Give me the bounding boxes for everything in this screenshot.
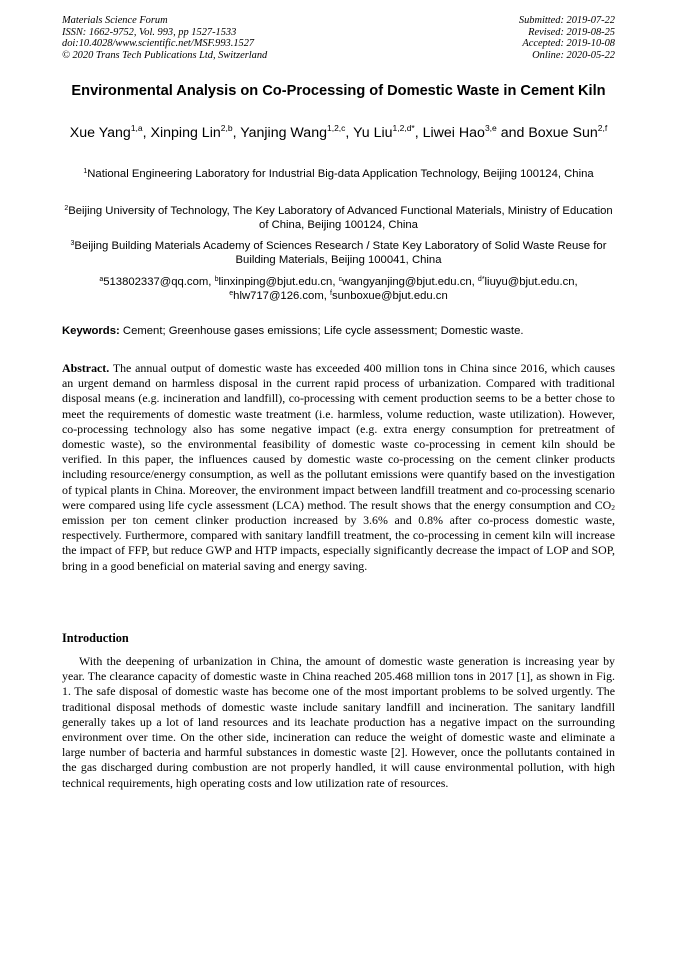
issn-line: ISSN: 1662-9752, Vol. 993, pp 1527-1533 (62, 26, 237, 38)
keywords-label: Keywords: (62, 325, 120, 337)
abstract (62, 361, 615, 574)
affiliation-1 (62, 167, 615, 181)
keywords (62, 324, 615, 338)
author (70, 125, 143, 141)
email-address: liuyu@bjut.edu.cn (484, 276, 575, 288)
email-address: linxinping@bjut.edu.cn (218, 276, 333, 288)
author-affiliation-marker: 3,e (484, 123, 497, 133)
author-name: Yu Liu (353, 125, 393, 141)
email-marker: c (338, 276, 343, 283)
affiliation-text: Beijing University of Technology, The Key Laboratory of Advanced Functional Materials, Ministry of Education of China, Beijing 100124, China (68, 205, 613, 232)
paper-title: Environmental Analysis on Co-Processing of Domestic Waste in Cement Kiln (71, 83, 606, 99)
author (353, 125, 415, 141)
author-name: Yanjing Wang (240, 125, 327, 141)
author-list (62, 124, 615, 143)
affiliation-3 (62, 239, 615, 268)
abstract-label: Abstract. (62, 361, 110, 375)
email-separator: , (471, 276, 478, 288)
affiliation-marker: 2 (64, 205, 69, 212)
email-separator: , (574, 276, 578, 288)
author (423, 125, 497, 141)
affiliation-text: National Engineering Laboratory for Industrial Big-data Application Technology, Beijing 100124, China (87, 168, 594, 180)
accepted-date: Accepted: 2019-10-08 (522, 38, 615, 50)
abstract-subscript: 2 (611, 502, 615, 512)
affiliation-marker: 1 (83, 168, 88, 175)
online-date: Online: 2020-05-22 (532, 49, 615, 61)
email-address: hlw717@126.com (233, 290, 324, 303)
email-marker: b (214, 276, 219, 283)
revised-date: Revised: 2019-08-25 (528, 26, 615, 38)
header-publication-info (62, 15, 267, 61)
author-affiliation-marker: 2,b (220, 123, 233, 133)
email-entry (229, 290, 324, 302)
author-name: Xue Yang (69, 125, 131, 141)
author (151, 125, 233, 141)
email-separator: , (208, 276, 215, 288)
keywords-text: Cement; Greenhouse gases emissions; Life cycle assessment; Domestic waste. (119, 325, 524, 337)
email-list (62, 275, 615, 304)
introduction-paragraph: With the deepening of urbanization in China, the amount of domestic waste generation is increasing year by year. The clearance capacity of domestic waste in China reached 205.468 million tons in 2017 [1], as shown in Fig. 1. The safe disposal of domestic waste has become one of the most important problems to be solved urgently. The traditional disposal methods of domestic waste include sanitary landfill and incineration. The sanitary landfill generally takes up a lot of land resources and its leachate production has a negative impact on the surrounding environment over time. On the other side, incineration can reduce the weight of domestic waste and eliminate a large number of bacteria and harmful substances in domestic waste [2]. However, once the pollutants contained in the gas discharged during combustion are not properly handled, it will cause environmental pollution, with high technical requirements, high operating costs and low utilization rate of resources. (62, 654, 615, 790)
journal-name: Materials Science Forum (62, 15, 168, 26)
author-separator: , (414, 125, 423, 141)
email-separator: , (323, 290, 331, 303)
affiliation-text: Beijing Building Materials Academy of Sciences Research / State Key Laboratory of Solid Waste Reuse for Building Materials, Beijing 100041, China (74, 240, 607, 267)
email-marker: f (330, 290, 332, 298)
submitted-date: Submitted: 2019-07-22 (518, 15, 615, 26)
email-entry (478, 276, 575, 288)
affiliation-marker: 3 (70, 240, 75, 247)
abstract-text-part2: emission per ton cement clinker production increased by 3.6% and 0.8% after co-process domestic waste, respectively. Furthermore, compared with sanitary landfill treatment, the co-processing in cement kiln will increase the impact of FFP, but reduce GWP and HTP impacts, especially significantly decrease the impact of LOP and SOP, bring in a good beneficial on material saving and energy saving. (62, 513, 615, 573)
author-affiliation-marker: 2,f (597, 123, 608, 133)
email-separator: , (332, 276, 339, 288)
author (240, 125, 345, 141)
email-entry (215, 276, 333, 288)
email-entry (99, 276, 208, 288)
author-separator: , (142, 125, 151, 141)
email-address: sunboxue@bjut.edu.cn (332, 290, 448, 303)
email-address: wangyanjing@bjut.edu.cn (342, 276, 472, 288)
author-separator: and (496, 125, 529, 141)
affiliation-2 (62, 204, 615, 233)
author-affiliation-marker: 1,2,d* (392, 123, 415, 133)
author-separator: , (232, 125, 241, 141)
email-marker: d* (477, 276, 485, 283)
header-dates (519, 15, 615, 61)
author-separator: , (345, 125, 354, 141)
email-marker: e (229, 290, 234, 298)
doi-line: doi:10.4028/www.scientific.net/MSF.993.1527 (62, 38, 255, 50)
introduction-heading: Introduction (62, 631, 129, 645)
email-marker: a (99, 276, 104, 283)
author-name: Xinping Lin (150, 125, 221, 141)
copyright-line: © 2020 Trans Tech Publications Ltd, Switzerland (62, 49, 268, 61)
abstract-text-part1: The annual output of domestic waste has exceeded 400 million tons in China since 2016, which causes an urgent demand on harmless disposal in the current rapid process of urbanization. Compared with traditional disposal means (e.g. incineration and landfill), co-processing with cement production seems to be a better chose to meet the requirements of domestic waste treatment (i.e. harmless, volume reduction, waste utilization). However, co-processing technology also has some negative impact (e.g. extra energy consumption for pretreatment of domestic waste), so the environmental feasibility of domestic waste co-processing in cement kiln should be verified. In this paper, the influences caused by domestic waste co-processing on the cement clinker products including resource/energy consumption, as well as the pollutant emissions were quantify based on the investigation of typical plants in China. Moreover, the environment impact between landfill treatment and co-processing scenario were compared using life cycle assessment (LCA) method. The result shows that the energy consumption and CO (62, 361, 615, 512)
author-affiliation-marker: 1,2,c (326, 123, 346, 133)
email-address: 513802337@qq.com (103, 276, 209, 288)
email-entry (339, 276, 472, 288)
author (528, 125, 607, 141)
author-name: Liwei Hao (422, 125, 485, 141)
author-name: Boxue Sun (528, 125, 598, 141)
author-affiliation-marker: 1,a (130, 123, 143, 133)
email-entry (330, 290, 448, 302)
